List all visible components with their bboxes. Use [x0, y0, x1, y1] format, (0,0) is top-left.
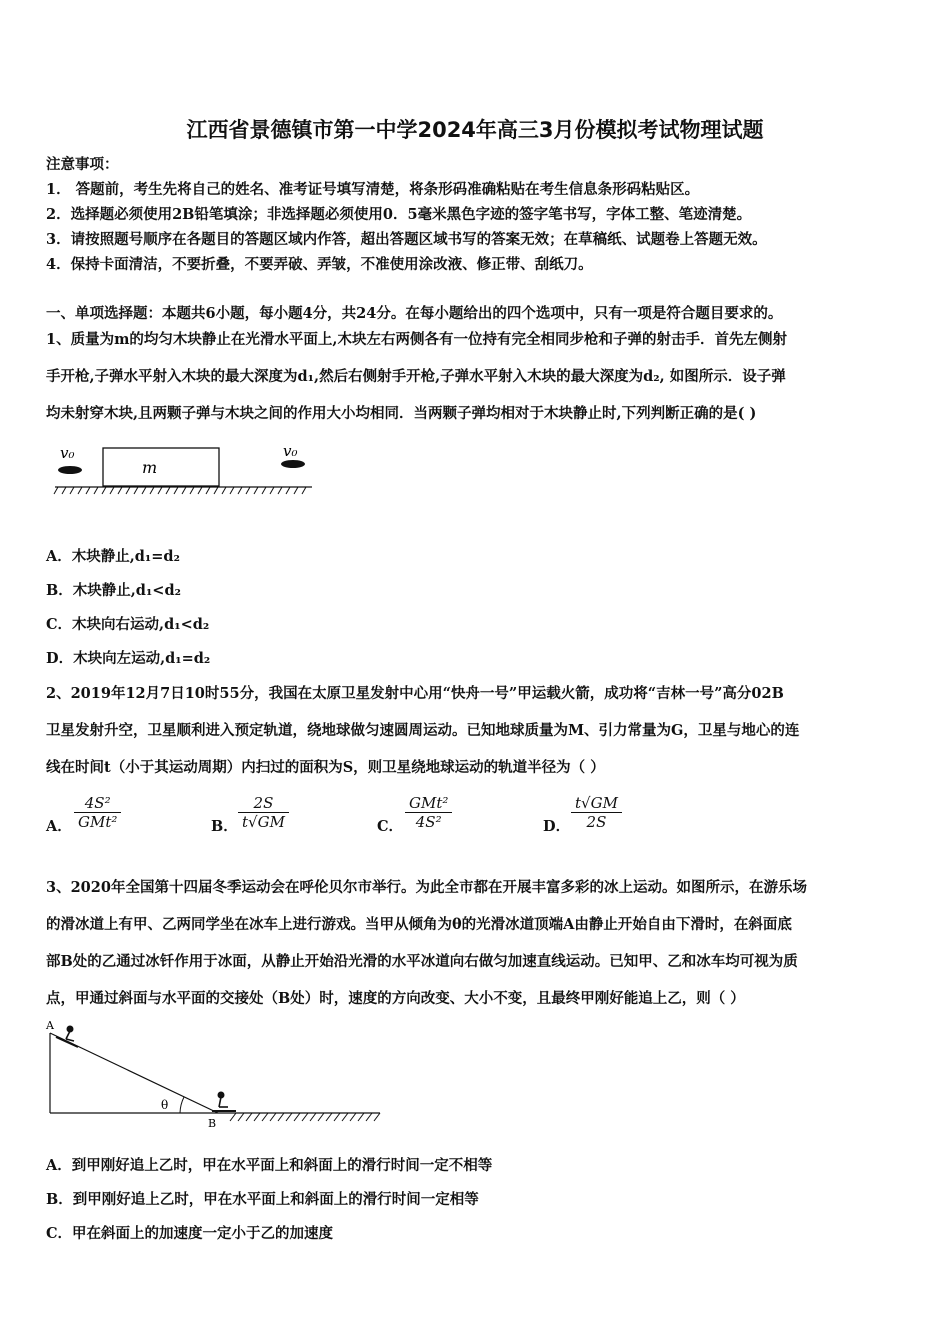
- q1-text-line: 手开枪,子弹水平射入木块的最大深度为d₁,然后右侧射手开枪,子弹水平射入木块的最大深度为d₂, 如图所示．设子弹: [46, 368, 786, 385]
- angle-theta-label: θ: [161, 1098, 169, 1112]
- q2-option-c: [405, 794, 452, 831]
- q2-option-c-label: C．: [377, 818, 404, 835]
- q2-option-b-numerator: 2S: [238, 794, 289, 813]
- wood-block: [103, 448, 219, 486]
- q2-text-line: 卫星发射升空，卫星顺利进入预定轨道，绕地球做匀速圆周运动。已知地球质量为M、引力常量为G，卫星与地心的连: [46, 722, 800, 739]
- q3-text-line: 3、2020年全国第十四届冬季运动会在呼伦贝尔市举行。为此全市都在开展丰富多彩的冰上运动。如图所示，在游乐场: [46, 879, 807, 896]
- page-title: 江西省景德镇市第一中学2024年高三3月份模拟考试物理试题: [186, 118, 764, 142]
- notes-heading: 注意事项：: [46, 156, 119, 173]
- q2-option-b-label: B．: [211, 818, 238, 835]
- q2-option-a: [74, 794, 121, 831]
- sled-b-icon: [212, 1092, 236, 1111]
- q2-option-a-label: A．: [46, 818, 72, 835]
- notes-item: 2．选择题必须使用2B铅笔填涂；非选择题必须使用0．5毫米黑色字迹的签字笔书写，字体工整、笔迹清楚。: [46, 206, 752, 223]
- q3-text-line: 的滑冰道上有甲、乙两同学坐在冰车上进行游戏。当甲从倾角为θ的光滑冰道顶端A由静止开始自由下滑时，在斜面底: [46, 916, 792, 933]
- q2-text-line: 2、2019年12月7日10时55分，我国在太原卫星发射中心用“快舟一号”甲运载火箭，成功将“吉林一号”高分02B: [46, 685, 784, 702]
- point-a-label: A: [46, 1019, 54, 1032]
- point-b-label: B: [208, 1117, 217, 1130]
- q1-left-velocity-label: v₀: [60, 444, 75, 462]
- q2-option-d-denominator: 2S: [586, 813, 607, 831]
- q1-option-d: D．木块向左运动,d₁=d₂: [46, 650, 211, 667]
- left-bullet-icon: [58, 466, 82, 474]
- q3-option-c: C．甲在斜面上的加速度一定小于乙的加速度: [46, 1225, 334, 1242]
- q2-option-d: [571, 794, 622, 831]
- q1-option-a: A．木块静止,d₁=d₂: [46, 548, 180, 565]
- q2-option-a-denominator: GMt²: [78, 813, 118, 831]
- q1-text-line: 1、质量为m的均匀木块静止在光滑水平面上,木块左右两侧各有一位持有完全相同步枪和子弹的射击手．首先左侧射: [46, 331, 787, 348]
- right-bullet-icon: [281, 460, 305, 468]
- q3-text-line: 点，甲通过斜面与水平面的交接处（B处）时，速度的方向改变、大小不变，且最终甲刚好能追上乙，则（ ）: [46, 990, 745, 1007]
- q3-option-b: B．到甲刚好追上乙时，甲在水平面上和斜面上的滑行时间一定相等: [46, 1191, 479, 1208]
- notes-item: 3．请按照题号顺序在各题目的答题区域内作答，超出答题区域书写的答案无效；在草稿纸、试题卷上答题无效。: [46, 231, 767, 248]
- q2-option-a-numerator: 4S²: [74, 794, 121, 813]
- section-heading: 一、单项选择题：本题共6小题，每小题4分，共24分。在每小题给出的四个选项中，只有一项是符合题目要求的。: [46, 305, 783, 322]
- q1-option-c: C．木块向右运动,d₁<d₂: [46, 616, 210, 633]
- q1-right-velocity-label: v₀: [283, 442, 298, 460]
- q2-option-d-numerator: t√GM: [571, 794, 622, 813]
- q1-text-line: 均未射穿木块,且两颗子弹与木块之间的作用大小均相同．当两颗子弹均相对于木块静止时,下列判断正确的是( ): [46, 405, 757, 422]
- q2-option-b-denominator: t√GM: [242, 813, 285, 831]
- q2-option-b: [238, 794, 289, 831]
- q2-option-d-label: D．: [543, 818, 571, 835]
- q2-option-c-numerator: GMt²: [405, 794, 452, 813]
- sled-a-icon: [56, 1026, 78, 1047]
- q1-option-b: B．木块静止,d₁<d₂: [46, 582, 181, 599]
- block-mass-label: m: [142, 458, 158, 477]
- q3-figure: [40, 1015, 390, 1130]
- notes-item: 4．保持卡面清洁，不要折叠，不要弄破、弄皱，不准使用涂改液、修正带、刮纸刀。: [46, 256, 593, 273]
- q1-figure: [50, 440, 320, 500]
- notes-item: 1． 答题前，考生先将自己的姓名、准考证号填写清楚，将条形码准确粘贴在考生信息条形码粘贴区。: [46, 181, 700, 198]
- q2-text-line: 线在时间t（小于其运动周期）内扫过的面积为S，则卫星绕地球运动的轨道半径为（ ）: [46, 759, 605, 776]
- q2-option-c-denominator: 4S²: [415, 813, 442, 831]
- q3-text-line: 部B处的乙通过冰钎作用于冰面，从静止开始沿光滑的水平冰道向右做匀加速直线运动。已知甲、乙和冰车均可视为质: [46, 953, 798, 970]
- q3-option-a: A．到甲刚好追上乙时，甲在水平面上和斜面上的滑行时间一定不相等: [46, 1157, 493, 1174]
